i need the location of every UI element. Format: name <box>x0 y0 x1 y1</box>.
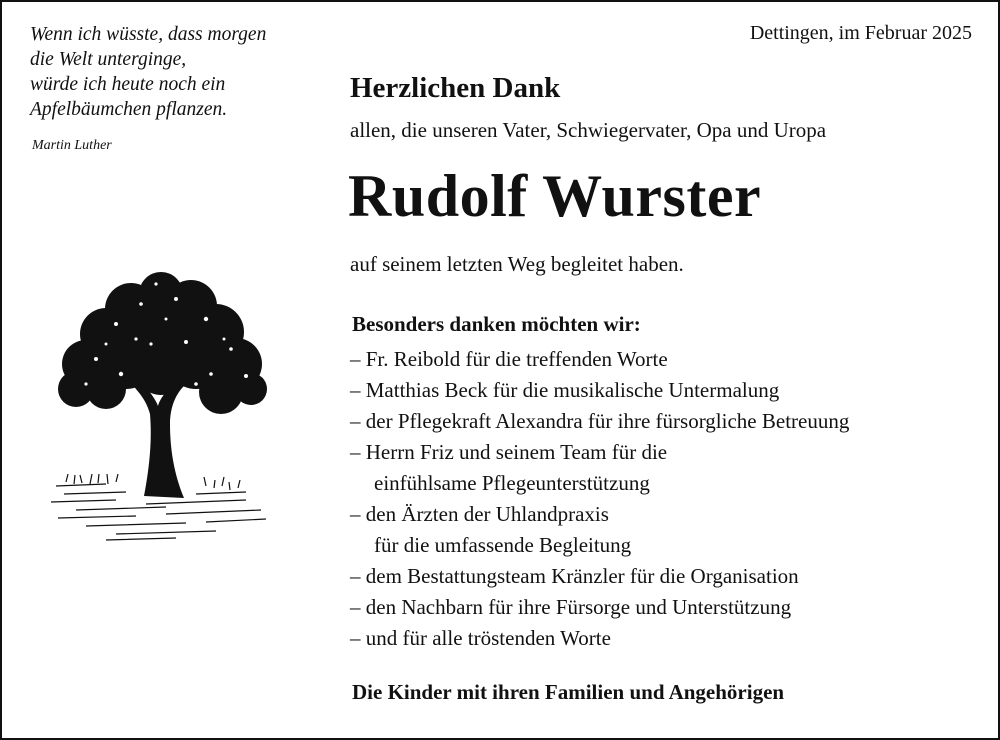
list-item: für die umfassende Begleitung <box>374 533 632 557</box>
heading: Herzlichen Dank <box>350 72 561 104</box>
list-item: – den Nachbarn für ihre Fürsorge und Unterstützung <box>350 595 792 619</box>
list-item: – Fr. Reibold für die treffenden Worte <box>350 347 668 371</box>
list-item: – den Ärzten der Uhlandpraxis <box>350 502 609 526</box>
list-item: – Herrn Friz und seinem Team für die <box>350 440 668 464</box>
list-item: – und für alle tröstenden Worte <box>350 626 611 650</box>
list-item: – dem Bestattungsteam Kränzler für die Organisation <box>350 564 799 588</box>
tree-icon <box>46 264 276 549</box>
signature: Die Kinder mit ihren Familien und Angehörigen <box>352 680 785 704</box>
list-item: – Matthias Beck für die musikalische Untermalung <box>350 378 780 402</box>
thanks-list <box>350 344 849 654</box>
thanks-heading: Besonders danken möchten wir: <box>352 312 641 336</box>
quote-line: Apfelbäumchen pflanzen. <box>30 99 228 120</box>
date-line: Dettingen, im Februar 2025 <box>749 22 972 44</box>
deceased-name: Rudolf Wurster <box>348 163 762 229</box>
list-item: – der Pflegekraft Alexandra für ihre fürsorgliche Betreuung <box>350 409 850 433</box>
quote <box>30 22 330 122</box>
quote-author: Martin Luther <box>32 138 112 153</box>
list-item: einfühlsame Pflegeunterstützung <box>374 471 650 495</box>
quote-line: die Welt unterginge, <box>30 49 187 70</box>
intro-text: allen, die unseren Vater, Schwiegervater, Opa und Uropa <box>350 118 827 142</box>
quote-line: Wenn ich wüsste, dass morgen <box>30 24 267 45</box>
quote-line: würde ich heute noch ein <box>30 74 226 95</box>
outro-text: auf seinem letzten Weg begleitet haben. <box>350 252 684 276</box>
